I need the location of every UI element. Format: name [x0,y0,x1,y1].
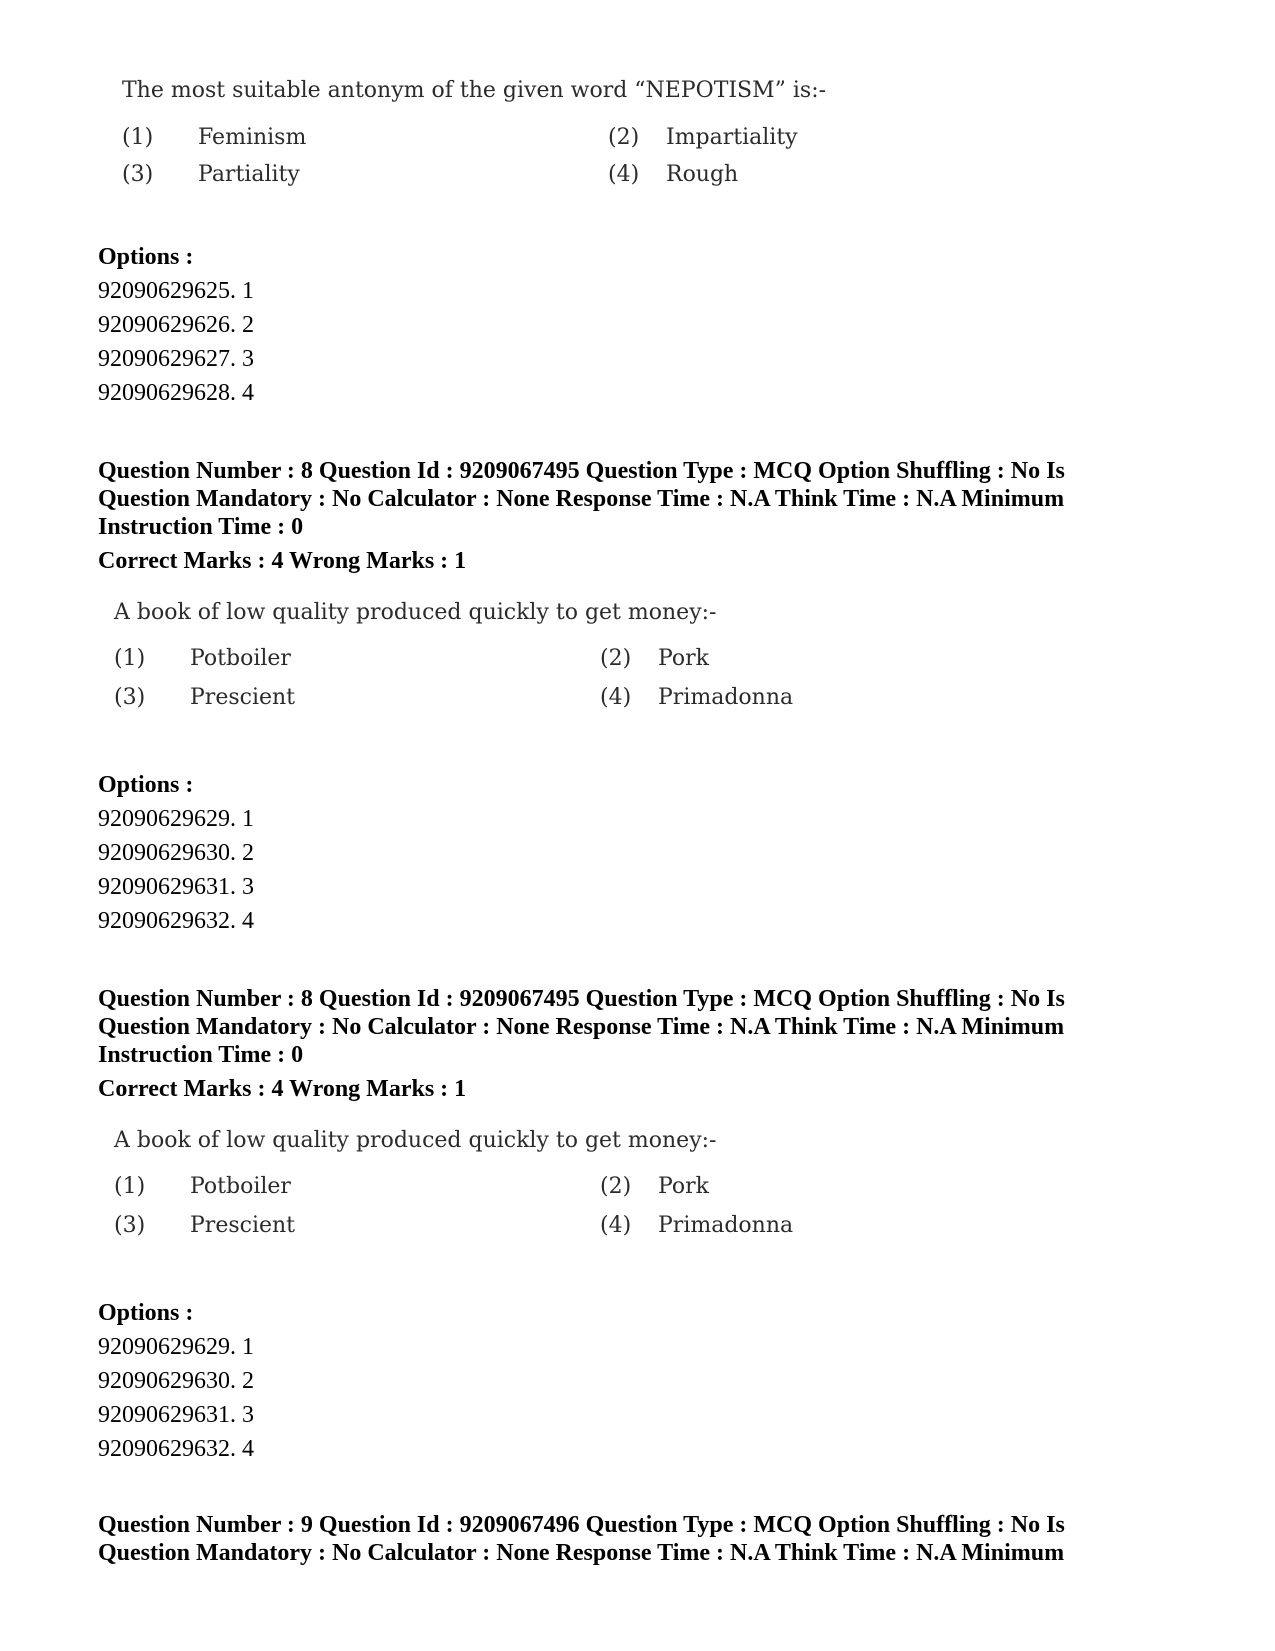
option-item: 92090629629. 1 [98,806,254,832]
question-meta-line: Question Number : 8 Question Id : 9209067495 Question Type : MCQ Option Shuffling : No Is [98,458,1065,484]
question-stem: A book of low quality produced quickly to get money:- [114,1128,717,1153]
choice-text: Potboiler [190,646,291,671]
choice-text: Feminism [198,125,307,150]
option-item: 92090629630. 2 [98,1368,254,1394]
option-item: 92090629627. 3 [98,346,254,372]
choice-text: Prescient [190,1213,296,1238]
question-meta-line: Instruction Time : 0 [98,514,304,540]
question-marks: Correct Marks : 4 Wrong Marks : 1 [98,1076,467,1102]
choice-number: (4) [600,685,632,710]
choice-text: Partiality [198,162,300,187]
option-item: 92090629632. 4 [98,908,254,934]
choice-number: (2) [608,125,640,150]
choice-number: (3) [122,162,154,187]
choice-number: (1) [114,646,146,671]
choice-text: Pork [658,1174,710,1199]
choice-number: (4) [600,1213,632,1238]
choice-number: (2) [600,1174,632,1199]
question-image [0,590,1275,720]
choice-number: (3) [114,1213,146,1238]
question-meta-line: Question Mandatory : No Calculator : None Response Time : N.A Think Time : N.A Minimum [98,1014,1065,1040]
choice-text: Impartiality [666,125,798,150]
question-meta-line: Question Mandatory : No Calculator : None Response Time : N.A Think Time : N.A Minimum [98,486,1065,512]
options-label: Options : [98,772,194,798]
question-stem: The most suitable antonym of the given word “NEPOTISM” is:- [122,78,827,103]
options-label: Options : [98,244,194,270]
choice-number: (1) [114,1174,146,1199]
choice-text: Primadonna [658,1213,794,1238]
question-meta-line: Question Mandatory : No Calculator : None Response Time : N.A Think Time : N.A Minimum [98,1540,1065,1566]
choice-text: Rough [666,162,739,187]
question-stem: A book of low quality produced quickly to get money:- [114,600,717,625]
options-label: Options : [98,1300,194,1326]
question-image [0,1118,1275,1248]
option-item: 92090629625. 1 [98,278,254,304]
option-item: 92090629630. 2 [98,840,254,866]
option-item: 92090629631. 3 [98,1402,254,1428]
choice-number: (1) [122,125,154,150]
option-item: 92090629631. 3 [98,874,254,900]
option-item: 92090629632. 4 [98,1436,254,1462]
question-meta-line: Question Number : 8 Question Id : 9209067495 Question Type : MCQ Option Shuffling : No Is [98,986,1065,1012]
choice-number: (2) [600,646,632,671]
choice-number: (4) [608,162,640,187]
question-marks: Correct Marks : 4 Wrong Marks : 1 [98,548,467,574]
choice-text: Potboiler [190,1174,291,1199]
option-item: 92090629628. 4 [98,380,254,406]
choice-text: Prescient [190,685,296,710]
question-meta-line: Instruction Time : 0 [98,1042,304,1068]
choice-text: Pork [658,646,710,671]
option-item: 92090629626. 2 [98,312,254,338]
question-image [0,0,1275,200]
question-meta-line: Question Number : 9 Question Id : 9209067496 Question Type : MCQ Option Shuffling : No Is [98,1512,1065,1538]
choice-number: (3) [114,685,146,710]
choice-text: Primadonna [658,685,794,710]
option-item: 92090629629. 1 [98,1334,254,1360]
